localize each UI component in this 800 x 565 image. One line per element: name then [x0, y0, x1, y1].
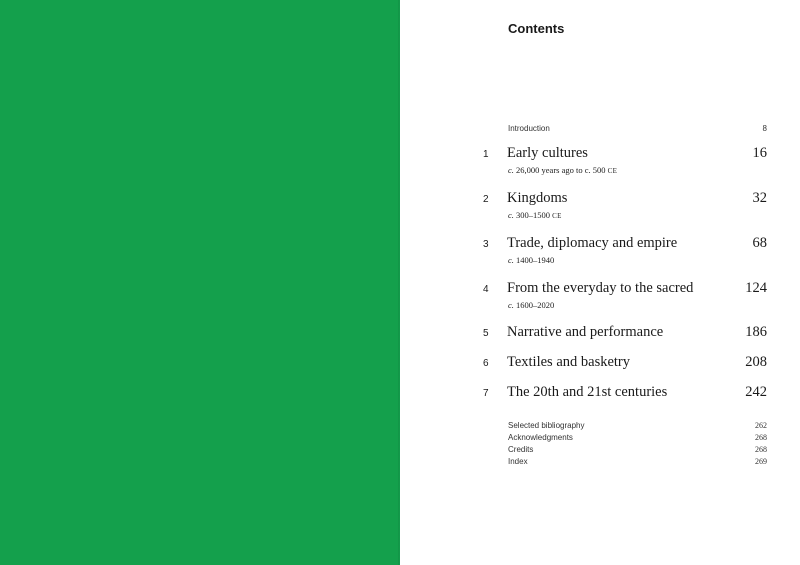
intro-label: Introduction	[508, 124, 550, 133]
contents-page	[400, 0, 800, 565]
circa-label: c.	[508, 165, 514, 175]
chapter-title: Trade, diplomacy and empire	[507, 235, 678, 251]
back-matter-page: 269	[755, 457, 767, 466]
page-title: Contents	[508, 21, 565, 36]
back-matter-item	[508, 445, 767, 457]
chapter-page-number: 208	[745, 354, 767, 370]
chapter-title: Kingdoms	[507, 190, 568, 206]
chapter-number: 3	[483, 239, 489, 250]
date-range: 1600–2020	[516, 300, 555, 310]
back-matter-label: Acknowledgments	[508, 433, 573, 442]
chapter-number: 7	[483, 388, 489, 399]
back-matter-item	[508, 457, 767, 469]
chapter-number: 1	[483, 149, 489, 160]
back-matter-page: 268	[755, 433, 767, 442]
chapter-number: 6	[483, 358, 489, 369]
date-range: 300–1500	[516, 210, 551, 220]
back-matter-label: Index	[508, 457, 528, 466]
date-range: 26,000 years ago to c. 500	[516, 165, 606, 175]
back-matter-item	[508, 421, 767, 433]
intro-page-number: 8	[762, 124, 767, 133]
chapter-title: Textiles and basketry	[507, 354, 631, 370]
back-matter-item	[508, 433, 767, 445]
chapter-page-number: 68	[752, 235, 767, 251]
circa-label: c.	[508, 300, 514, 310]
back-matter-list	[508, 421, 767, 469]
chapter-number: 2	[483, 194, 489, 205]
chapter-page-number: 242	[745, 384, 767, 400]
chapter-number: 5	[483, 328, 489, 339]
circa-label: c.	[508, 255, 514, 265]
chapter-title: The 20th and 21st centuries	[507, 384, 668, 400]
circa-label: c.	[508, 210, 514, 220]
date-range: 1400–1940	[516, 255, 555, 265]
chapter-page-number: 124	[745, 280, 767, 296]
chapter-title: Early cultures	[507, 145, 588, 161]
chapter-date	[508, 255, 554, 265]
back-matter-page: 268	[755, 445, 767, 454]
back-matter-page: 262	[755, 421, 767, 430]
chapter-page-number: 186	[745, 324, 767, 340]
chapter-date	[508, 210, 562, 220]
chapter-page-number: 16	[752, 145, 767, 161]
era-label: CE	[552, 212, 562, 220]
chapter-page-number: 32	[752, 190, 767, 206]
era-label: CE	[607, 167, 618, 175]
back-matter-label: Selected bibliography	[508, 421, 585, 430]
chapter-date	[508, 300, 554, 310]
back-matter-label: Credits	[508, 445, 534, 454]
chapter-title: Narrative and performance	[507, 324, 664, 340]
chapter-number: 4	[483, 284, 489, 295]
chapter-date	[508, 165, 617, 175]
chapter-title: From the everyday to the sacred	[507, 280, 694, 296]
